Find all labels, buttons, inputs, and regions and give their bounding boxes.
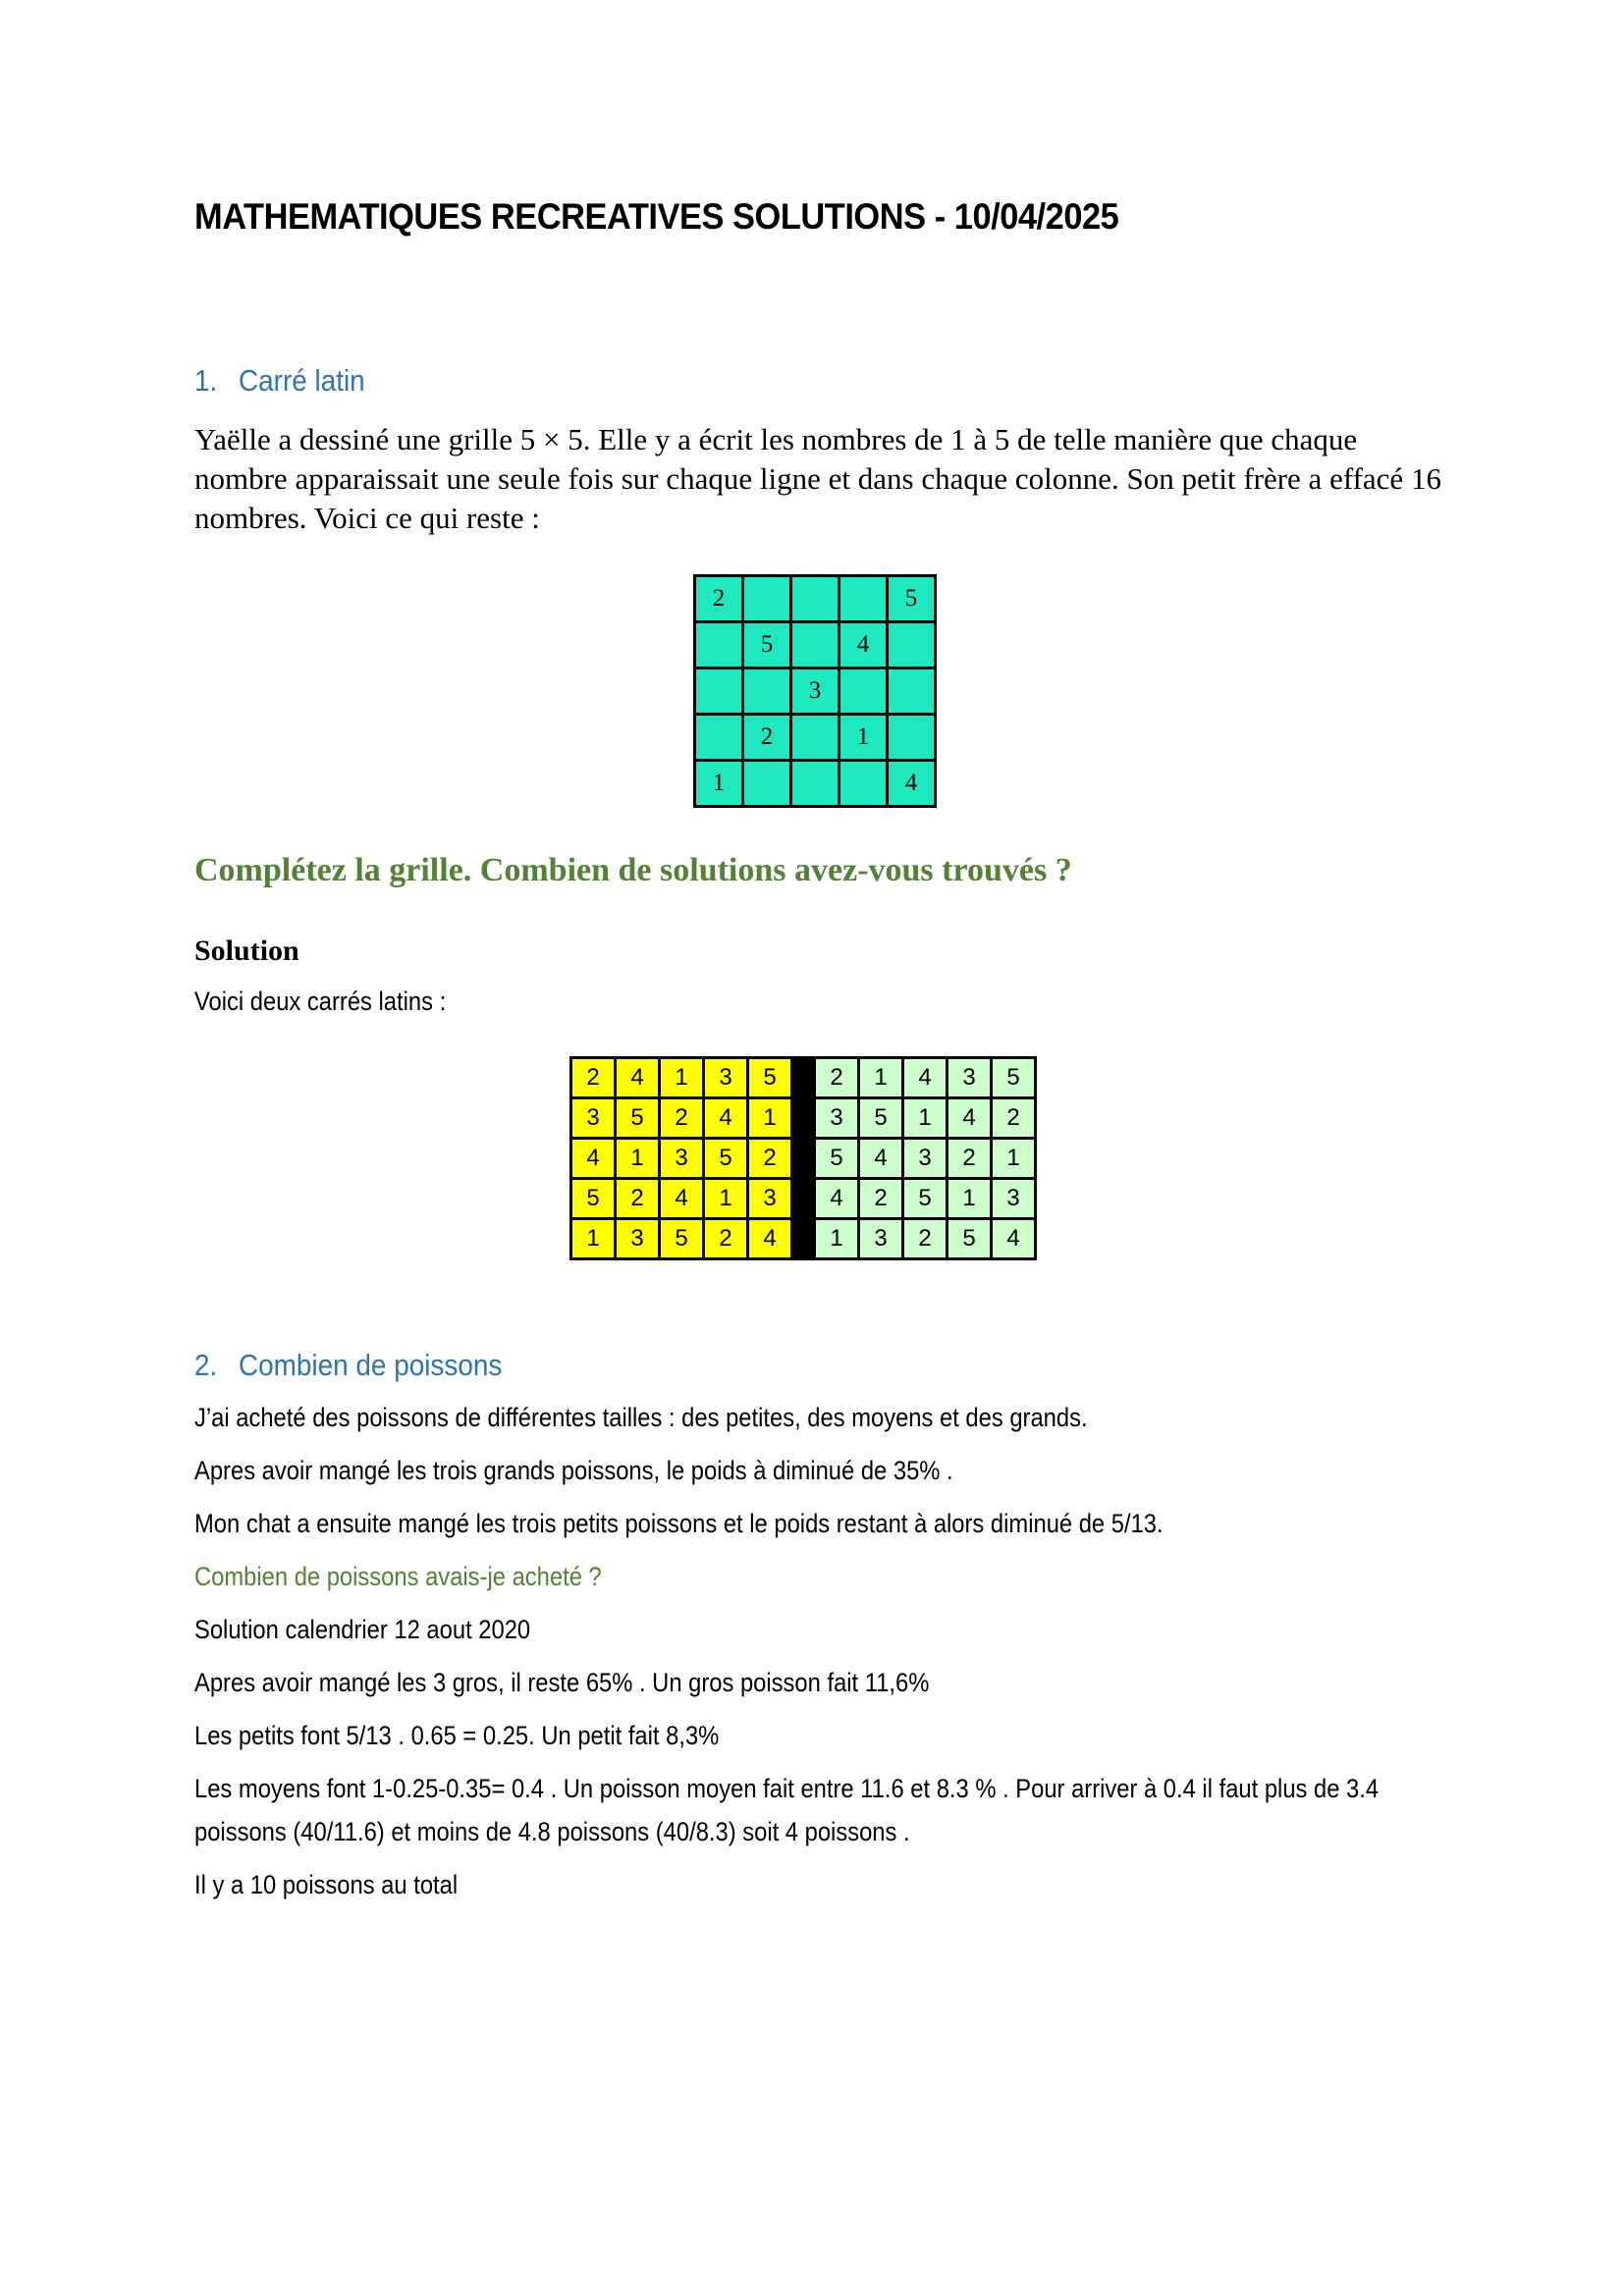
puzzle-cell <box>743 761 791 807</box>
grid-cell: 4 <box>947 1098 992 1139</box>
solution-intro: Voici deux carrés latins : <box>194 987 447 1016</box>
grid-cell: 2 <box>704 1219 748 1259</box>
grid-cell: 2 <box>815 1058 859 1098</box>
grid-cell: 5 <box>903 1179 947 1219</box>
grid-cell: 4 <box>903 1058 947 1098</box>
grid-cell: 1 <box>815 1219 859 1259</box>
puzzle-cell <box>695 622 743 668</box>
grid-cell: 5 <box>859 1098 903 1139</box>
puzzle-cell <box>743 576 791 622</box>
grid-separator <box>793 1056 813 1260</box>
puzzle-cell <box>743 668 791 715</box>
grid-cell: 4 <box>571 1139 616 1179</box>
grid-cell: 4 <box>616 1058 660 1098</box>
section-1-heading <box>194 363 365 399</box>
grid-cell: 5 <box>992 1058 1036 1098</box>
document-title: MATHEMATIQUES RECREATIVES SOLUTIONS - 10/04/2025 <box>194 196 1119 237</box>
grid-cell: 3 <box>616 1219 660 1259</box>
puzzle-cell <box>888 668 936 715</box>
grid-cell: 5 <box>571 1179 616 1219</box>
problem-line: J’ai acheté des poissons de différentes tailles : des petites, des moyens et des grands. <box>194 1403 1088 1432</box>
section-1-number: 1. <box>194 363 218 398</box>
solution-grid-green <box>813 1056 1037 1260</box>
section-2-title: Combien de poissons <box>239 1348 503 1382</box>
puzzle-cell: 1 <box>839 715 888 761</box>
grid-cell: 4 <box>660 1179 704 1219</box>
puzzle-row <box>695 668 936 715</box>
puzzle-row <box>695 761 936 807</box>
puzzle-row <box>695 622 936 668</box>
grid-row <box>571 1098 792 1139</box>
puzzle-row <box>695 715 936 761</box>
grid-cell: 4 <box>704 1098 748 1139</box>
grid-row <box>815 1179 1036 1219</box>
grid-cell: 3 <box>903 1139 947 1179</box>
grid-row <box>815 1098 1036 1139</box>
puzzle-cell <box>695 715 743 761</box>
solution-heading: Solution <box>194 934 299 967</box>
grid-cell: 1 <box>571 1219 616 1259</box>
section-1-title: Carré latin <box>239 363 365 398</box>
puzzle-cell: 1 <box>695 761 743 807</box>
solution-line: Les petits font 5/13 . 0.65 = 0.25. Un petit fait 8,3% <box>194 1721 720 1750</box>
grid-cell: 5 <box>815 1139 859 1179</box>
grid-cell: 2 <box>859 1179 903 1219</box>
puzzle-cell <box>888 622 936 668</box>
problem-line: Mon chat a ensuite mangé les trois petits poissons et le poids restant à alors diminué de 5/13. <box>194 1509 1164 1538</box>
grid-cell: 2 <box>992 1098 1036 1139</box>
grid-cell: 1 <box>859 1058 903 1098</box>
grid-cell: 3 <box>859 1219 903 1259</box>
grid-cell: 2 <box>748 1139 792 1179</box>
section-1-intro: Yaëlle a dessiné une grille 5 × 5. Elle y a écrit les nombres de 1 à 5 de telle manière que chaque nombre apparaissait une seule fois sur chaque ligne et dans chaque colonne. Son petit frère a effacé 16 nombres. Voici ce qui reste : <box>194 422 1441 535</box>
section-2-heading <box>194 1348 502 1383</box>
puzzle-cell <box>839 668 888 715</box>
puzzle-grid <box>693 574 937 808</box>
grid-cell: 3 <box>947 1058 992 1098</box>
grid-cell: 3 <box>748 1179 792 1219</box>
grid-cell: 3 <box>992 1179 1036 1219</box>
grid-cell: 5 <box>947 1219 992 1259</box>
puzzle-cell <box>791 761 839 807</box>
solution-grid-yellow <box>569 1056 793 1260</box>
grid-cell: 5 <box>704 1139 748 1179</box>
grid-cell: 1 <box>616 1139 660 1179</box>
solution-line: Apres avoir mangé les 3 gros, il reste 65% . Un gros poisson fait 11,6% <box>194 1668 930 1697</box>
section-2-question: Combien de poissons avais-je acheté ? <box>194 1562 602 1591</box>
puzzle-cell <box>791 622 839 668</box>
solution-line: Il y a 10 poissons au total <box>194 1870 459 1899</box>
grid-cell: 1 <box>947 1179 992 1219</box>
grid-cell: 3 <box>704 1058 748 1098</box>
grid-row <box>815 1219 1036 1259</box>
grid-cell: 2 <box>571 1058 616 1098</box>
puzzle-row <box>695 576 936 622</box>
solution-line: Solution calendrier 12 aout 2020 <box>194 1615 531 1644</box>
grid-cell: 5 <box>748 1058 792 1098</box>
grid-cell: 3 <box>815 1098 859 1139</box>
solution-grids <box>569 1056 1037 1260</box>
grid-cell: 4 <box>859 1139 903 1179</box>
grid-cell: 5 <box>616 1098 660 1139</box>
puzzle-cell <box>839 576 888 622</box>
grid-row <box>815 1139 1036 1179</box>
grid-cell: 4 <box>815 1179 859 1219</box>
puzzle-cell: 2 <box>695 576 743 622</box>
grid-row <box>571 1179 792 1219</box>
grid-cell: 2 <box>616 1179 660 1219</box>
grid-cell: 4 <box>748 1219 792 1259</box>
puzzle-cell <box>839 761 888 807</box>
grid-cell: 2 <box>947 1139 992 1179</box>
grid-cell: 1 <box>660 1058 704 1098</box>
puzzle-cell: 5 <box>743 622 791 668</box>
grid-cell: 2 <box>903 1219 947 1259</box>
grid-cell: 5 <box>660 1219 704 1259</box>
puzzle-cell <box>791 715 839 761</box>
grid-cell: 1 <box>903 1098 947 1139</box>
section-2-number: 2. <box>194 1348 218 1382</box>
section-1-question: Complétez la grille. Combien de solutions avez-vous trouvés ? <box>194 852 1072 888</box>
grid-cell: 4 <box>992 1219 1036 1259</box>
puzzle-cell: 2 <box>743 715 791 761</box>
puzzle-cell: 3 <box>791 668 839 715</box>
solution-line: Les moyens font 1-0.25-0.35= 0.4 . Un poisson moyen fait entre 11.6 et 8.3 % . Pour arriver à 0.4 il faut plus de 3.4 poissons (40/11.6) et moins de 4.8 poissons (40/8.3) soit 4 poissons . <box>194 1774 1380 1846</box>
grid-cell: 1 <box>992 1139 1036 1179</box>
puzzle-cell: 4 <box>888 761 936 807</box>
grid-row <box>815 1058 1036 1098</box>
puzzle-cell <box>791 576 839 622</box>
grid-cell: 2 <box>660 1098 704 1139</box>
grid-cell: 3 <box>571 1098 616 1139</box>
puzzle-cell: 4 <box>839 622 888 668</box>
puzzle-cell: 5 <box>888 576 936 622</box>
grid-row <box>571 1219 792 1259</box>
grid-cell: 3 <box>660 1139 704 1179</box>
grid-row <box>571 1139 792 1179</box>
problem-line: Apres avoir mangé les trois grands poissons, le poids à diminué de 35% . <box>194 1456 953 1485</box>
puzzle-cell <box>695 668 743 715</box>
grid-row <box>571 1058 792 1098</box>
grid-cell: 1 <box>748 1098 792 1139</box>
grid-cell: 1 <box>704 1179 748 1219</box>
puzzle-cell <box>888 715 936 761</box>
